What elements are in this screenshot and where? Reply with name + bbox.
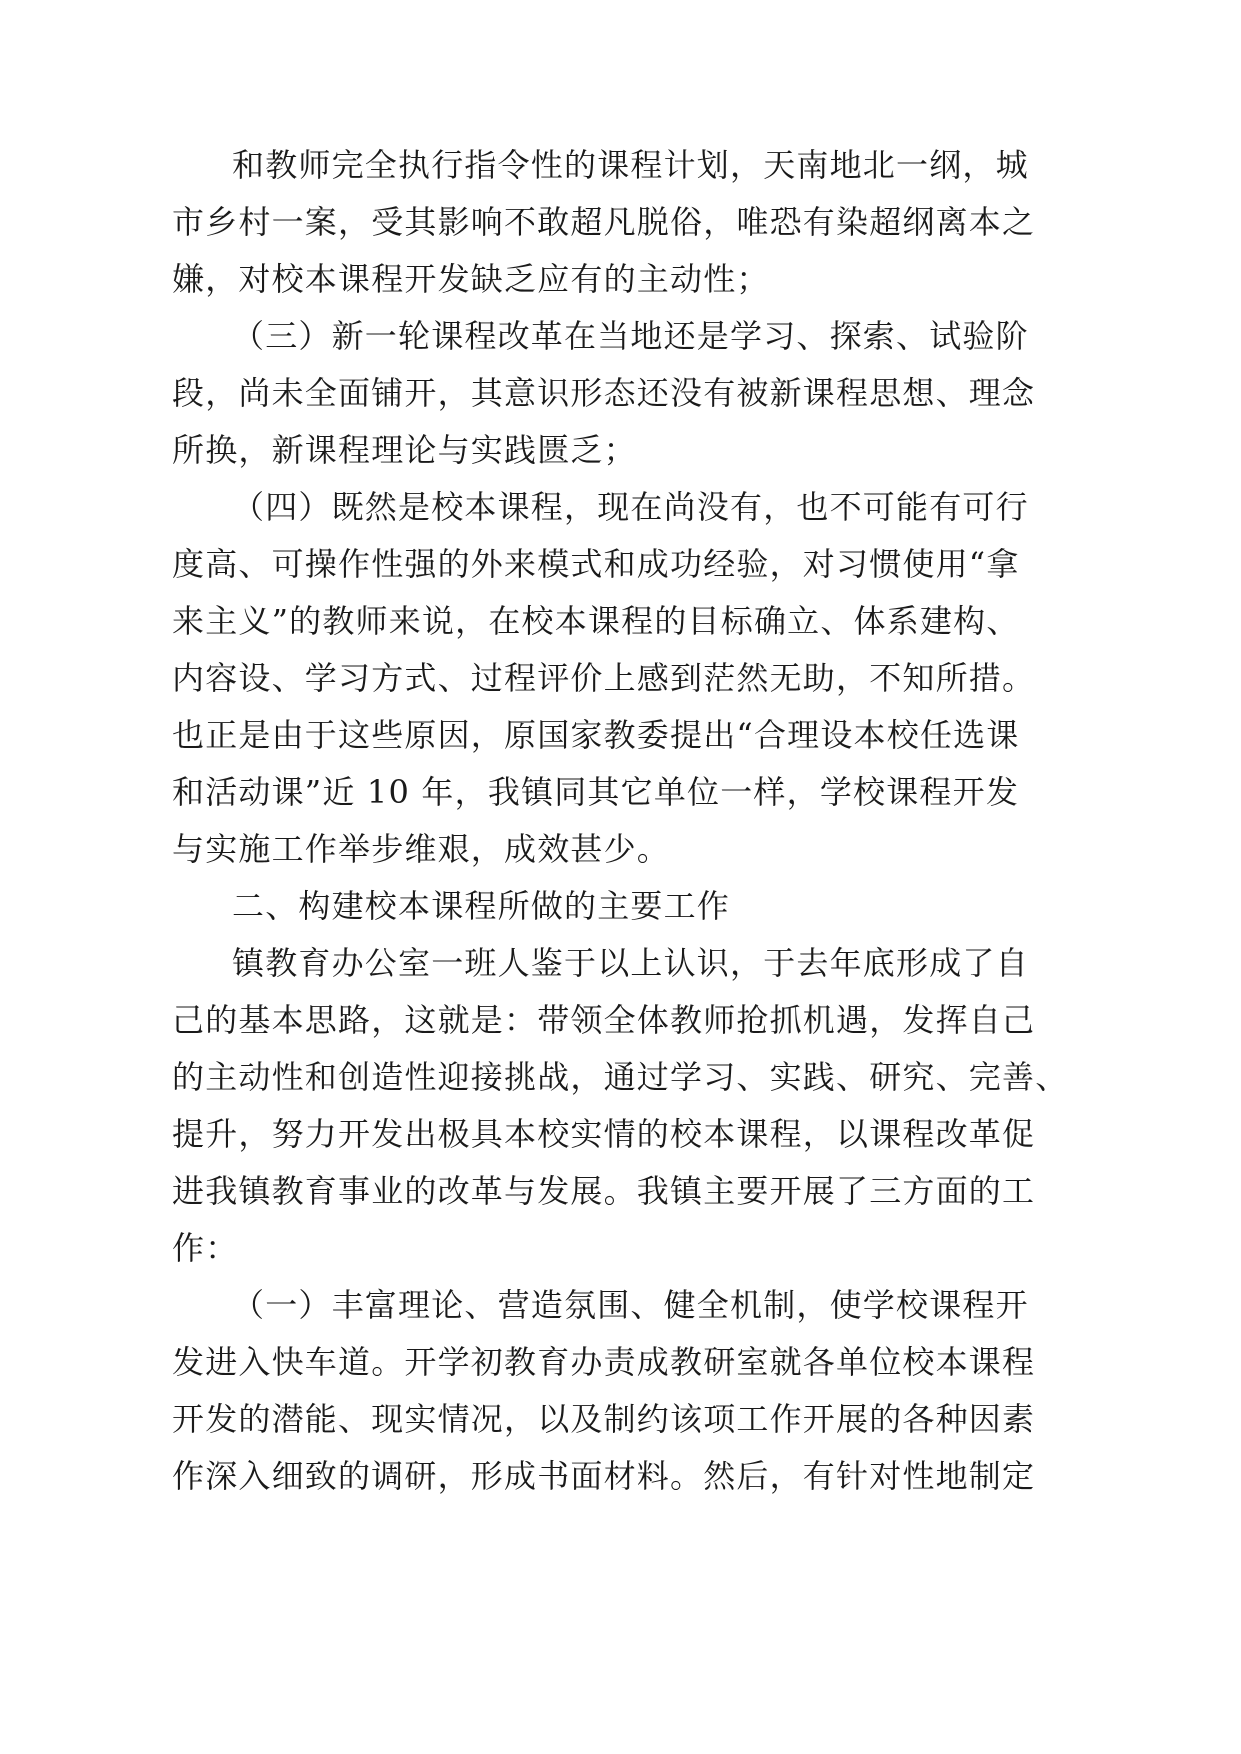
text-line: 市乡村一案，受其影响不敢超凡脱俗，唯恐有染超纲离本之 (172, 203, 1036, 241)
text-line: 己的基本思路，这就是：带领全体教师抢抓机遇，发挥自己 (172, 1001, 1036, 1039)
text-line: 和活动课”近 10 年，我镇同其它单位一样，学校课程开发 (172, 773, 1020, 811)
text-line: 的主动性和创造性迎接挑战，通过学习、实践、研究、完善、 (172, 1058, 1069, 1096)
text-line: 也正是由于这些原因，原国家教委提出“合理设本校任选课 (172, 716, 1020, 754)
text-line: 开发的潜能、现实情况，以及制约该项工作开展的各种因素 (172, 1400, 1036, 1438)
text-line: 和教师完全执行指令性的课程计划，天南地北一纲，城 (232, 146, 1029, 184)
text-line: 进我镇教育事业的改革与发展。我镇主要开展了三方面的工 (172, 1172, 1036, 1210)
text-line: 作： (172, 1229, 239, 1267)
text-line: 度高、可操作性强的外来模式和成功经验，对习惯使用“拿 (172, 545, 1020, 583)
text-line: 嫌，对校本课程开发缺乏应有的主动性； (172, 260, 770, 298)
text-line: 段，尚未全面铺开，其意识形态还没有被新课程思想、理念 (172, 374, 1036, 412)
text-line: 与实施工作举步维艰，成效甚少。 (172, 830, 671, 868)
text-line: 内容设、学习方式、过程评价上感到茫然无助，不知所措。 (172, 659, 1036, 697)
text-line: 来主义”的教师来说，在校本课程的目标确立、体系建构、 (172, 602, 1020, 640)
text-line: （四）既然是校本课程，现在尚没有，也不可能有可行 (232, 488, 1029, 526)
text-line: 提升，努力开发出极具本校实情的校本课程，以课程改革促 (172, 1115, 1036, 1153)
text-line: 镇教育办公室一班人鉴于以上认识，于去年底形成了自 (232, 944, 1029, 982)
text-line: 作深入细致的调研，形成书面材料。然后，有针对性地制定 (172, 1457, 1036, 1495)
section-heading: 二、构建校本课程所做的主要工作 (232, 887, 731, 925)
text-line: （一）丰富理论、营造氛围、健全机制，使学校课程开 (232, 1286, 1029, 1324)
text-line: 所换，新课程理论与实践匮乏； (172, 431, 637, 469)
text-line: （三）新一轮课程改革在当地还是学习、探索、试验阶 (232, 317, 1029, 355)
text-line: 发进入快车道。开学初教育办责成教研室就各单位校本课程 (172, 1343, 1036, 1381)
